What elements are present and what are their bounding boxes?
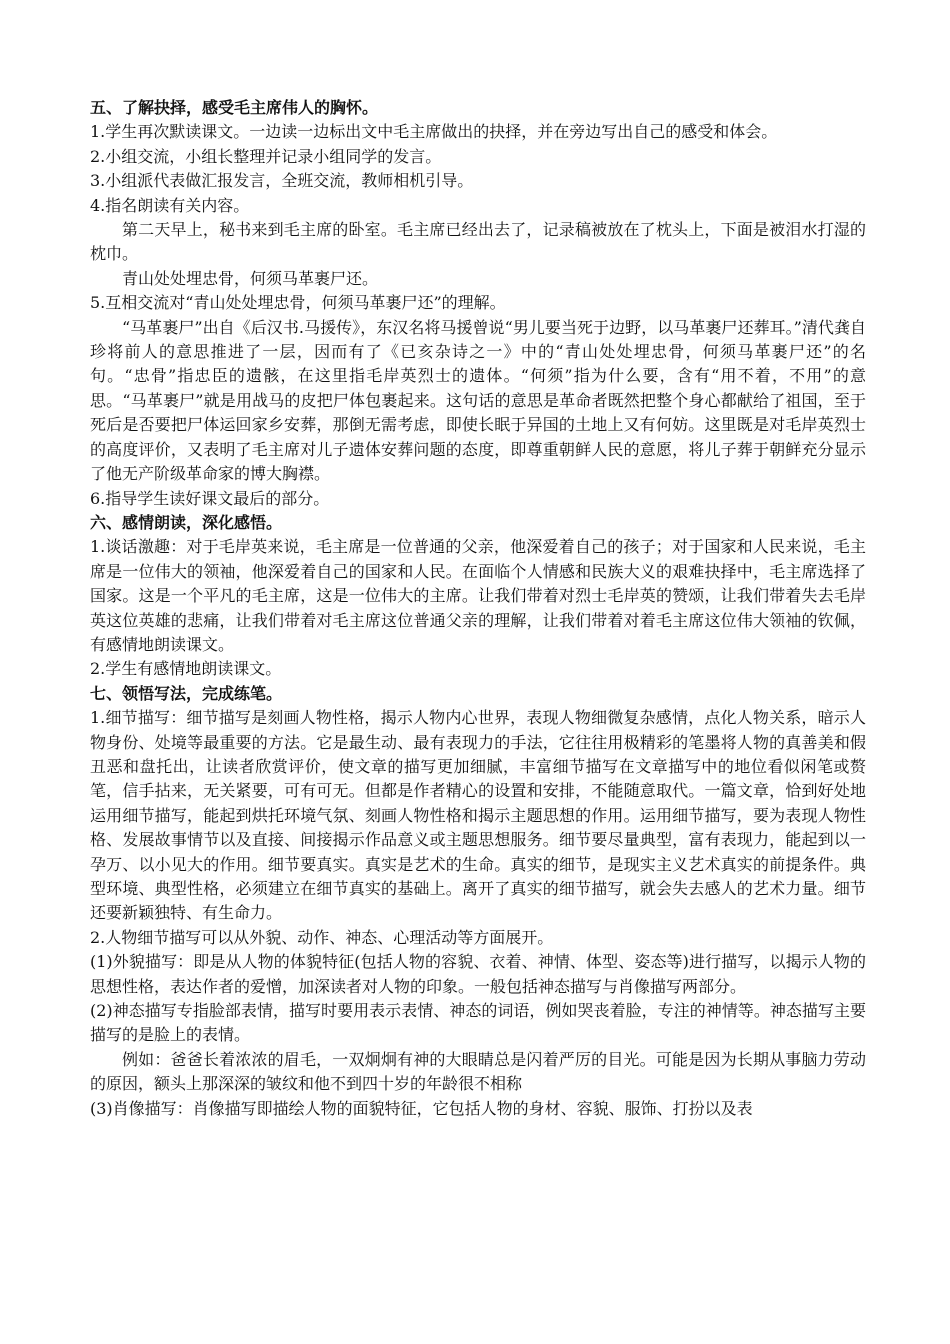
paragraph: 1.谈话激趣：对于毛岸英来说，毛主席是一位普通的父亲，他深爱着自己的孩子；对于国家和人民来说，毛主席是一位伟大的领袖，他深爱着自己的国家和人民。在面临个人情感和民族大义的艰难抉择中，毛主席选择了国家。这是一个平凡的毛主席，这是一位伟大的主席。让我们带着对烈士毛岸英的赞颂，让我们带着失去毛岸英这位英雄的悲痛，让我们带着对毛主席这位普通父亲的理解，让我们带着对着毛主席这位伟大领袖的钦佩，有感情地朗读课文。 — [90, 537, 866, 654]
paragraph: (3)肖像描写：肖像描写即描绘人物的面貌特征，它包括人物的身材、容貌、服饰、打扮以及表 — [90, 1098, 753, 1118]
section-heading-7: 七、领悟写法，完成练笔。 — [90, 683, 283, 703]
section-heading-5: 五、了解抉择，感受毛主席伟人的胸怀。 — [90, 98, 379, 117]
paragraph: 2.人物细节描写可以从外貌、动作、神态、心理活动等方面展开。 — [90, 927, 554, 947]
paragraph: (1)外貌描写：即是从人物的体貌特征(包括人物的容貌、衣着、神情、体型、姿态等)进行描写，以揭示人物的思想性格，表达作者的爱憎，加深读者对人物的印象。一般包括神态描写与肖像描写两部分。 — [90, 952, 866, 996]
paragraph: 3.小组派代表做汇报发言，全班交流，教师相机引导。 — [90, 171, 474, 191]
paragraph: (2)神态描写专指脸部表情，描写时要用表示表情、神态的词语，例如哭丧着脸，专注的神情等。神态描写主要描写的是脸上的表情。 — [90, 1001, 866, 1045]
section-heading-6: 六、感情朗读，深化感悟。 — [90, 512, 283, 532]
paragraph: 5.互相交流对“青山处处埋忠骨，何须马革裹尸还”的理解。 — [90, 293, 506, 313]
explanation-paragraph: “马革裹尸”出自《后汉书.马援传》，东汉名将马援曾说“男儿要当死于边野，以马革裹尸还葬耳。”清代龚自珍将前人的意思推进了一层，因而有了《已亥杂诗之一》中的“青山处处埋忠骨，何须马革裹尸还”的名句。“忠骨”指忠臣的遗骸，在这里指毛岸英烈士的遗体。“何须”指为什么要，含有“用不着，不用”的意思。“马革裹尸”就是用战马的皮把尸体包裹起来。这句话的意思是革命者既然把整个身心都献给了祖国，至于死后是否要把尸体运回家乡安葬，那倒无需考虑，即使长眠于异国的土地上又有何妨。这里既是对毛岸英烈士的高度评价，又表明了毛主席对儿子遗体安葬问题的态度，即尊重朝鲜人民的意愿，将儿子葬于朝鲜充分显示了他无产阶级革命家的博大胸襟。 — [90, 317, 866, 484]
paragraph: 2.小组交流，小组长整理并记录小组同学的发言。 — [90, 146, 442, 166]
paragraph: 6.指导学生读好课文最后的部分。 — [90, 488, 330, 508]
paragraph: 2.学生有感情地朗读课文。 — [90, 659, 282, 679]
paragraph: 1.细节描写：细节描写是刻画人物性格，揭示人物内心世界，表现人物细微复杂感情，点化人物关系，暗示人物身份、处境等最重要的方法。它是最生动、最有表现力的手法，它往往用极精彩的笔墨将人物的真善美和假丑恶和盘托出，让读者欣赏评价，使文章的描写更加细腻，丰富细节描写在文章描写中的地位看似闲笔或赘笔，信手拈来，无关紧要，可有可无。但都是作者精心的设置和安排，不能随意取代。一篇文章，恰到好处地运用细节描写，能起到烘托环境气氛、刻画人物性格和揭示主题思想的作用。运用细节描写，要为表现人物性格、发展故事情节以及直接、间接揭示作品意义或主题思想服务。细节要尽量典型，富有表现力，能起到以一孕万、以小见大的作用。细节要真实。真实是艺术的生命。真实的细节，是现实主义艺术真实的前提条件。典型环境、典型性格，必须建立在细节真实的基础上。离开了真实的细节描写，就会失去感人的艺术力量。细节还要新颖独特、有生命力。 — [90, 708, 866, 923]
quoted-passage: 第二天早上，秘书来到毛主席的卧室。毛主席已经出去了，记录稿被放在了枕头上，下面是被泪水打湿的枕巾。 — [90, 220, 866, 264]
example-paragraph: 例如：爸爸长着浓浓的眉毛，一双炯炯有神的大眼睛总是闪着严厉的目光。可能是因为长期从事脑力劳动的原因，额头上那深深的皱纹和他不到四十岁的年龄很不相称 — [90, 1049, 866, 1094]
paragraph: 1.学生再次默读课文。一边读一边标出文中毛主席做出的抉择，并在旁边写出自己的感受和体会。 — [90, 122, 778, 142]
poem-line: 青山处处埋忠骨，何须马革裹尸还。 — [122, 268, 379, 288]
paragraph: 4.指名朗读有关内容。 — [90, 195, 250, 215]
document-page — [90, 96, 866, 1121]
